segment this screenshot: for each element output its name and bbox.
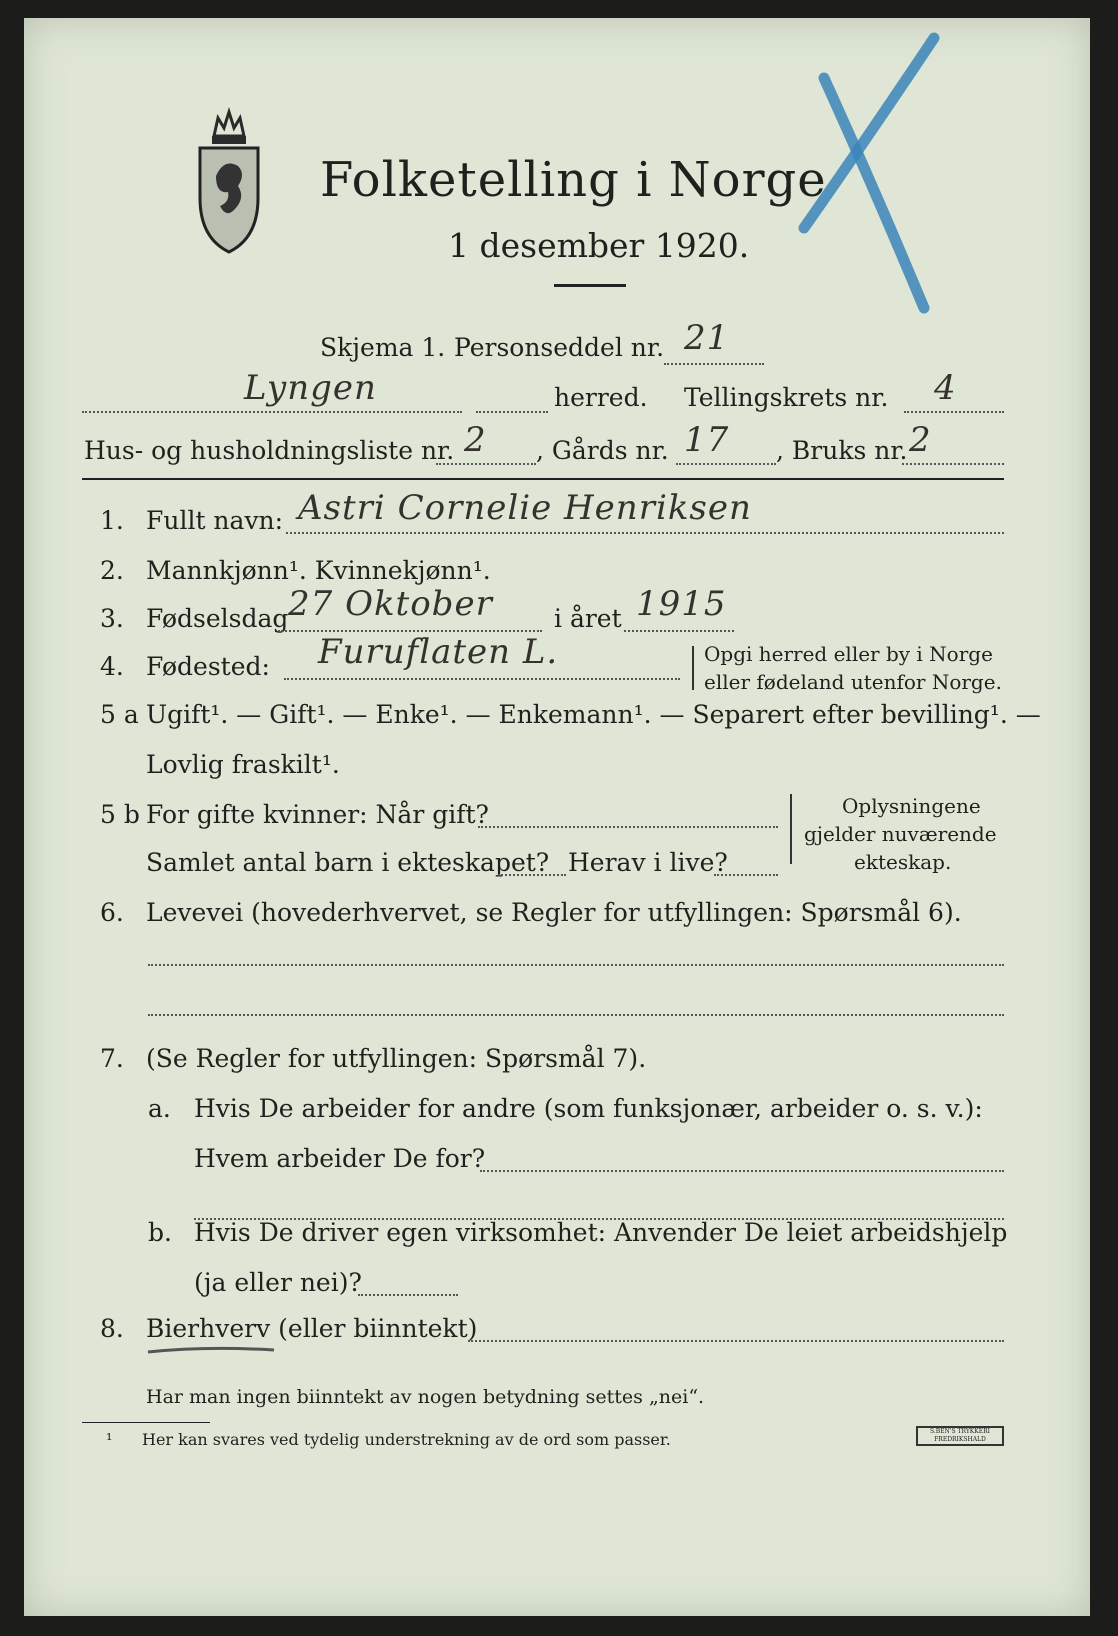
q7a-label: Hvis De arbeider for andre (som funksjonær, arbeider o. s. v.):	[194, 1094, 983, 1123]
tellingskrets-label: Tellingskrets nr.	[684, 383, 889, 412]
q4-birthplace-value[interactable]: Furuflaten L.	[318, 632, 559, 672]
q5b-married-when-label: For gifte kvinner: Når gift?	[146, 800, 489, 829]
q6-answer-line-1[interactable]	[148, 964, 1004, 966]
q7a-employer-label: Hvem arbeider De for?	[194, 1144, 486, 1173]
q5b-note-line-1: Oplysningene	[842, 794, 981, 818]
herred-label: herred.	[554, 383, 648, 412]
q8-number: 8.	[100, 1314, 124, 1343]
q6-label: Levevei (hovederhvervet, se Regler for utfyllingen: Spørsmål 6).	[146, 898, 962, 927]
q8-label: Bierhverv (eller biinntekt)	[146, 1314, 478, 1343]
tellingskrets-value[interactable]: 4	[934, 368, 957, 408]
q7b-yes-no-label: (ja eller nei)?	[194, 1268, 362, 1297]
q5b-number: 5 b	[100, 800, 140, 829]
q2-number: 2.	[100, 556, 124, 585]
gards-value[interactable]: 17	[684, 420, 730, 460]
q7b-label: Hvis De driver egen virksomhet: Anvender De leiet arbeidshjelp	[194, 1218, 1008, 1247]
title-divider	[554, 284, 626, 287]
personseddel-label: Personseddel nr.	[454, 333, 665, 362]
q3-label: Fødselsdag	[146, 604, 289, 633]
q3-birthday-value[interactable]: 27 Oktober	[288, 584, 493, 624]
personseddel-value[interactable]: 21	[684, 318, 730, 358]
q5b-alive-label: Herav i live?	[568, 848, 728, 877]
q1-label: Fullt navn:	[146, 506, 284, 535]
q5b-note-line-3: ekteskap.	[854, 850, 952, 874]
q7-number: 7.	[100, 1044, 124, 1073]
q7a-employer-line[interactable]	[480, 1170, 1004, 1172]
q3-year-value[interactable]: 1915	[636, 584, 727, 624]
q6-answer-line-2[interactable]	[148, 1014, 1004, 1016]
q5b-note-line-2: gjelder nuværende	[804, 822, 997, 846]
q7b-letter: b.	[148, 1218, 172, 1247]
coat-of-arms-icon	[194, 106, 264, 256]
q1-number: 1.	[100, 506, 124, 535]
q8-answer-line[interactable]	[468, 1340, 1004, 1342]
q5b-children-label: Samlet antal barn i ekteskapet?	[146, 848, 550, 877]
q6-number: 6.	[100, 898, 124, 927]
q8-pencil-underline	[146, 1344, 276, 1356]
q7-label: (Se Regler for utfyllingen: Spørsmål 7).	[146, 1044, 647, 1073]
printer-stamp: S.BEN'S TRYKKERI FREDRIKSHALD	[916, 1426, 1004, 1446]
census-date: 1 desember 1920.	[448, 226, 750, 265]
q4-note-line-2: eller fødeland utenfor Norge.	[704, 670, 1002, 694]
q5a-marital-options-2[interactable]: Lovlig fraskilt¹.	[146, 750, 340, 779]
header-divider	[82, 478, 1004, 480]
gards-label: , Gårds nr.	[536, 436, 669, 465]
q4-number: 4.	[100, 652, 124, 681]
q5a-marital-options[interactable]: Ugift¹. — Gift¹. — Enke¹. — Enkemann¹. — Separert efter bevilling¹. —	[146, 700, 1041, 729]
herred-value[interactable]: Lyngen	[244, 368, 377, 408]
page-title: Folketelling i Norge	[320, 152, 827, 208]
q7b-answer-line[interactable]	[358, 1294, 458, 1296]
q3-year-label: i året	[554, 604, 622, 633]
census-form-sheet	[24, 18, 1090, 1616]
q4-label: Fødested:	[146, 652, 270, 681]
husholdningsliste-label: Hus- og husholdningsliste nr.	[84, 436, 455, 465]
q2-sex-options[interactable]: Mannkjønn¹. Kvinnekjønn¹.	[146, 556, 491, 585]
skjema-label: Skjema 1.	[320, 333, 446, 362]
q4-note-line-1: Opgi herred eller by i Norge	[704, 642, 993, 666]
footer-note: Har man ingen biinntekt av nogen betydning settes „nei“.	[146, 1386, 705, 1408]
q7a-letter: a.	[148, 1094, 171, 1123]
bruks-label: , Bruks nr.	[776, 436, 908, 465]
footnote-mark: ¹	[106, 1430, 113, 1449]
bruks-value[interactable]: 2	[909, 420, 932, 460]
q3-number: 3.	[100, 604, 124, 633]
husholdningsliste-value[interactable]: 2	[464, 420, 487, 460]
footnote-divider	[82, 1422, 210, 1423]
q1-full-name-value[interactable]: Astri Cornelie Henriksen	[298, 488, 752, 528]
footnote-text: Her kan svares ved tydelig understrekning av de ord som passer.	[142, 1430, 671, 1449]
q5a-number: 5 a	[100, 700, 139, 729]
